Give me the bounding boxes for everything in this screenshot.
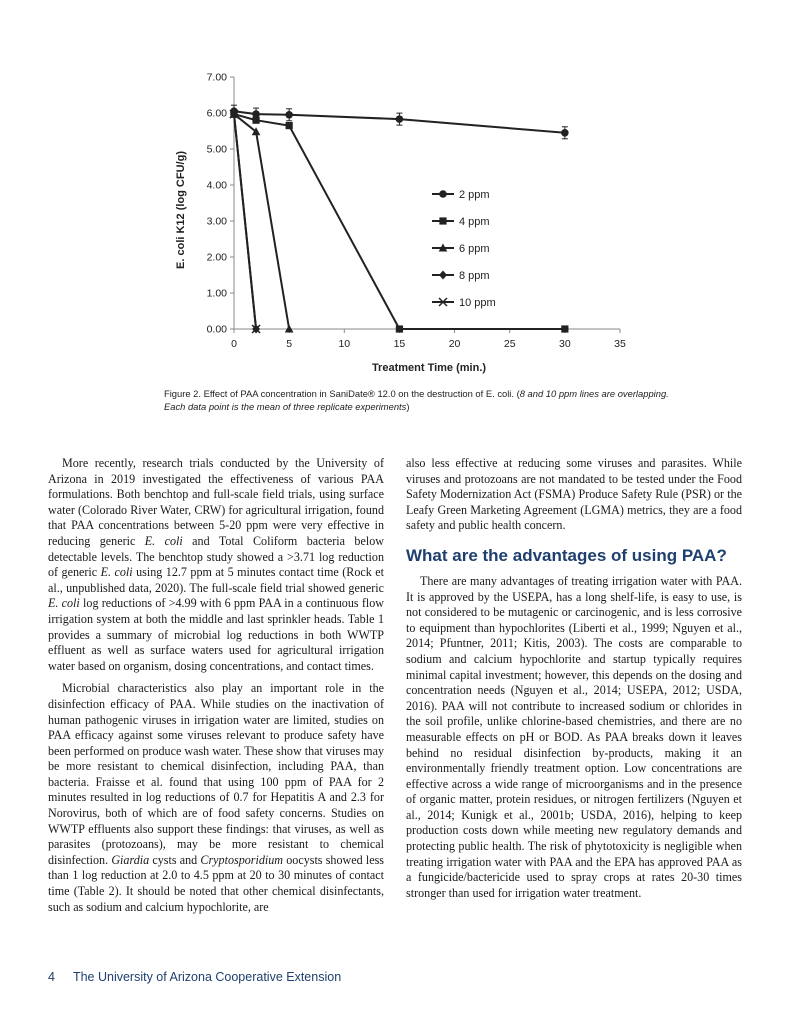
square-marker [561,325,568,332]
caption-main: Figure 2. Effect of PAA concentration in SaniDate® 12.0 on the destruction of E. coli. ( [164,388,520,399]
x-tick-label: 35 [614,338,626,350]
square-marker [439,217,446,224]
legend-item [432,297,496,309]
y-tick-label: 4.00 [206,179,227,192]
y-tick-label: 0.00 [206,323,227,336]
x-tick-label: 0 [231,338,237,350]
paragraph [48,456,384,674]
x-tick-label: 30 [559,338,571,350]
y-tick-label: 6.00 [206,107,227,120]
chart-x-label: Treatment Time (min.) [371,362,487,374]
chart-y-label: E. coli K12 (log CFU/g) [175,151,187,269]
left-column [48,456,384,922]
text-run: and Total Coliform bacteria below detectable levels. The benchtop study showed a >3.71 log reduction of generic [48,533,384,580]
legend-item [432,270,490,282]
y-tick-label: 7.00 [206,71,227,84]
y-tick-label: 2.00 [206,251,227,264]
text-run: using 12.7 ppm at 5 minutes contact time (Rock et al., unpublished data, 2020). The full-scale field trial showed generic [48,565,384,595]
diamond-marker [439,271,447,280]
square-marker [396,325,403,332]
legend-label: 10 ppm [459,297,496,309]
y-tick-label: 5.00 [206,143,227,156]
right-column [406,456,742,908]
figure-caption [164,387,684,413]
legend-label: 4 ppm [459,216,490,228]
legend-label: 8 ppm [459,270,490,282]
italic-run: Cryptosporidium [200,852,284,867]
x-tick-label: 15 [393,338,406,350]
page-number: 4 [48,970,55,984]
paragraph [48,681,384,915]
ecoli-chart [150,60,650,390]
legend-item [432,243,490,255]
caption-italic: 8 and 10 ppm lines are overlapping. Each data point is the mean of three replicate experiments [164,388,669,412]
y-tick-label: 1.00 [206,287,227,300]
y-tick-label: 3.00 [206,215,227,228]
paragraph: There are many advantages of treating irrigation water with PAA. It is approved by the USEPA, has a long shelf-life, is easy to use, is not considered to be mutagenic or carcinogenic, and is less corrosive to equipment than hypochlorites (Liberti et al., 1999; Nguyen et al., 2014; Pfuntner, 2011; Kitis, 2003). The costs are comparable to sodium and calcium hypochlorite and startup typically requires minimal capital investment; however, this depends on the dosing and concentration needs (Nguyen et al., 2014; USEPA, 2012; USDA, 2016). PAA will not contribute to increased sodium or chlorides in the soil profile, unlike chlorine-based chemistries, and there are no measurable effects on pH or BOD. As PAA breaks down it leaves behind no residual disinfection by-products, making it an environmentally friendly treatment option. Low concentrations are effective across a wide range of microorganisms and in the presence of organic matter, protein residues, or nitrogen fertilizers (Nguyen et al., 2014; Kunigk et al., 2001b; USDA, 2016), helping to keep production costs down while meeting new regulatory demands and protecting public health. The risk of phytotoxicity is negligible when treating irrigation water with PAA and the EPA has approved PAA as a fungicide/bactericide used to spray crops at rates 20-30 times stronger than used for irrigation water treatment. [406,573,742,900]
italic-run: E. coli [48,596,80,611]
series-6-ppm [230,110,294,333]
paragraph: also less effective at reducing some viruses and parasites. While viruses and protozoans are not mandated to be tested under the Food Safety Modernization Act (FSMA) Produce Safety Rule (PSR) or the Leafy Green Marketing Agreement (LGMA) metrics, they are a food safety and public health concern. [406,456,742,533]
italic-run: E. coli [144,533,183,548]
legend-item [432,189,490,201]
chart-legend [432,189,496,309]
series-4-ppm [230,110,568,332]
x-tick-label: 10 [338,338,351,350]
caption-end: ) [406,401,410,412]
legend-label: 2 ppm [459,189,490,201]
x-tick-label: 5 [286,338,293,350]
series-10-ppm [230,110,260,333]
text-run: cysts and [149,852,201,867]
page-footer [48,970,341,984]
legend-label: 6 ppm [459,243,490,255]
square-marker [286,122,293,129]
text-run: Microbial characteristics also play an important role in the disinfection efficacy of PAA. While studies on the inactivation of human pathogenic viruses in irrigation water are limited, studies on PAA efficacy against some viruses relevant to produce safety have been performed on produce wash water. These show that viruses may be more resistant to chemical disinfection, including PAA, than bacteria. Fraisse et al. found that using 100 ppm of PAA for 2 minutes resulted in log reductions of 0.7 for Hepatitis A and 2.3 for Norovirus, both of which are of food safety concerns. Studies on WWTP effluents also support these findings: that viruses, as well as parasites (protozoans), may be more resistant to chemical disinfection. [48,681,384,867]
italic-run: E. coli [100,565,133,580]
italic-run: Giardia [111,852,150,867]
text-run: log reductions of >4.99 with 6 ppm PAA in a continuous flow irrigation system at both the middle and last sprinkler heads. Table 1 provides a summary of microbial log reductions in both WWTP effluent as well as surface waters used for agricultural irrigation water based on organism, dosing concentrations, and contact times. [48,596,385,673]
section-heading: What are the advantages of using PAA? [406,545,727,565]
circle-marker [439,190,447,198]
text-run: oocysts showed less than 1 log reduction at 2.0 to 4.5 ppm at 20 to 30 minutes of contact time (Table 2). It should be noted that other chemical disinfectants, such as sodium and calcium hypochlorite, are [48,852,384,914]
series-line [234,114,256,329]
chart-series [230,105,569,333]
x-tick-label: 20 [448,338,461,350]
publisher-name: The University of Arizona Cooperative Extension [72,970,342,984]
series-line [234,114,289,329]
text-run: More recently, research trials conducted by the University of Arizona in 2019 investigated the effectiveness of various PAA formulations. Both benchtop and full-scale field trials, using surface water (Colorado River Water, CRW) for agricultural irrigation, found that PAA concentrations between 5-20 ppm were very effective in reducing generic [48,456,384,548]
x-tick-label: 25 [503,338,516,350]
legend-item [432,216,490,228]
